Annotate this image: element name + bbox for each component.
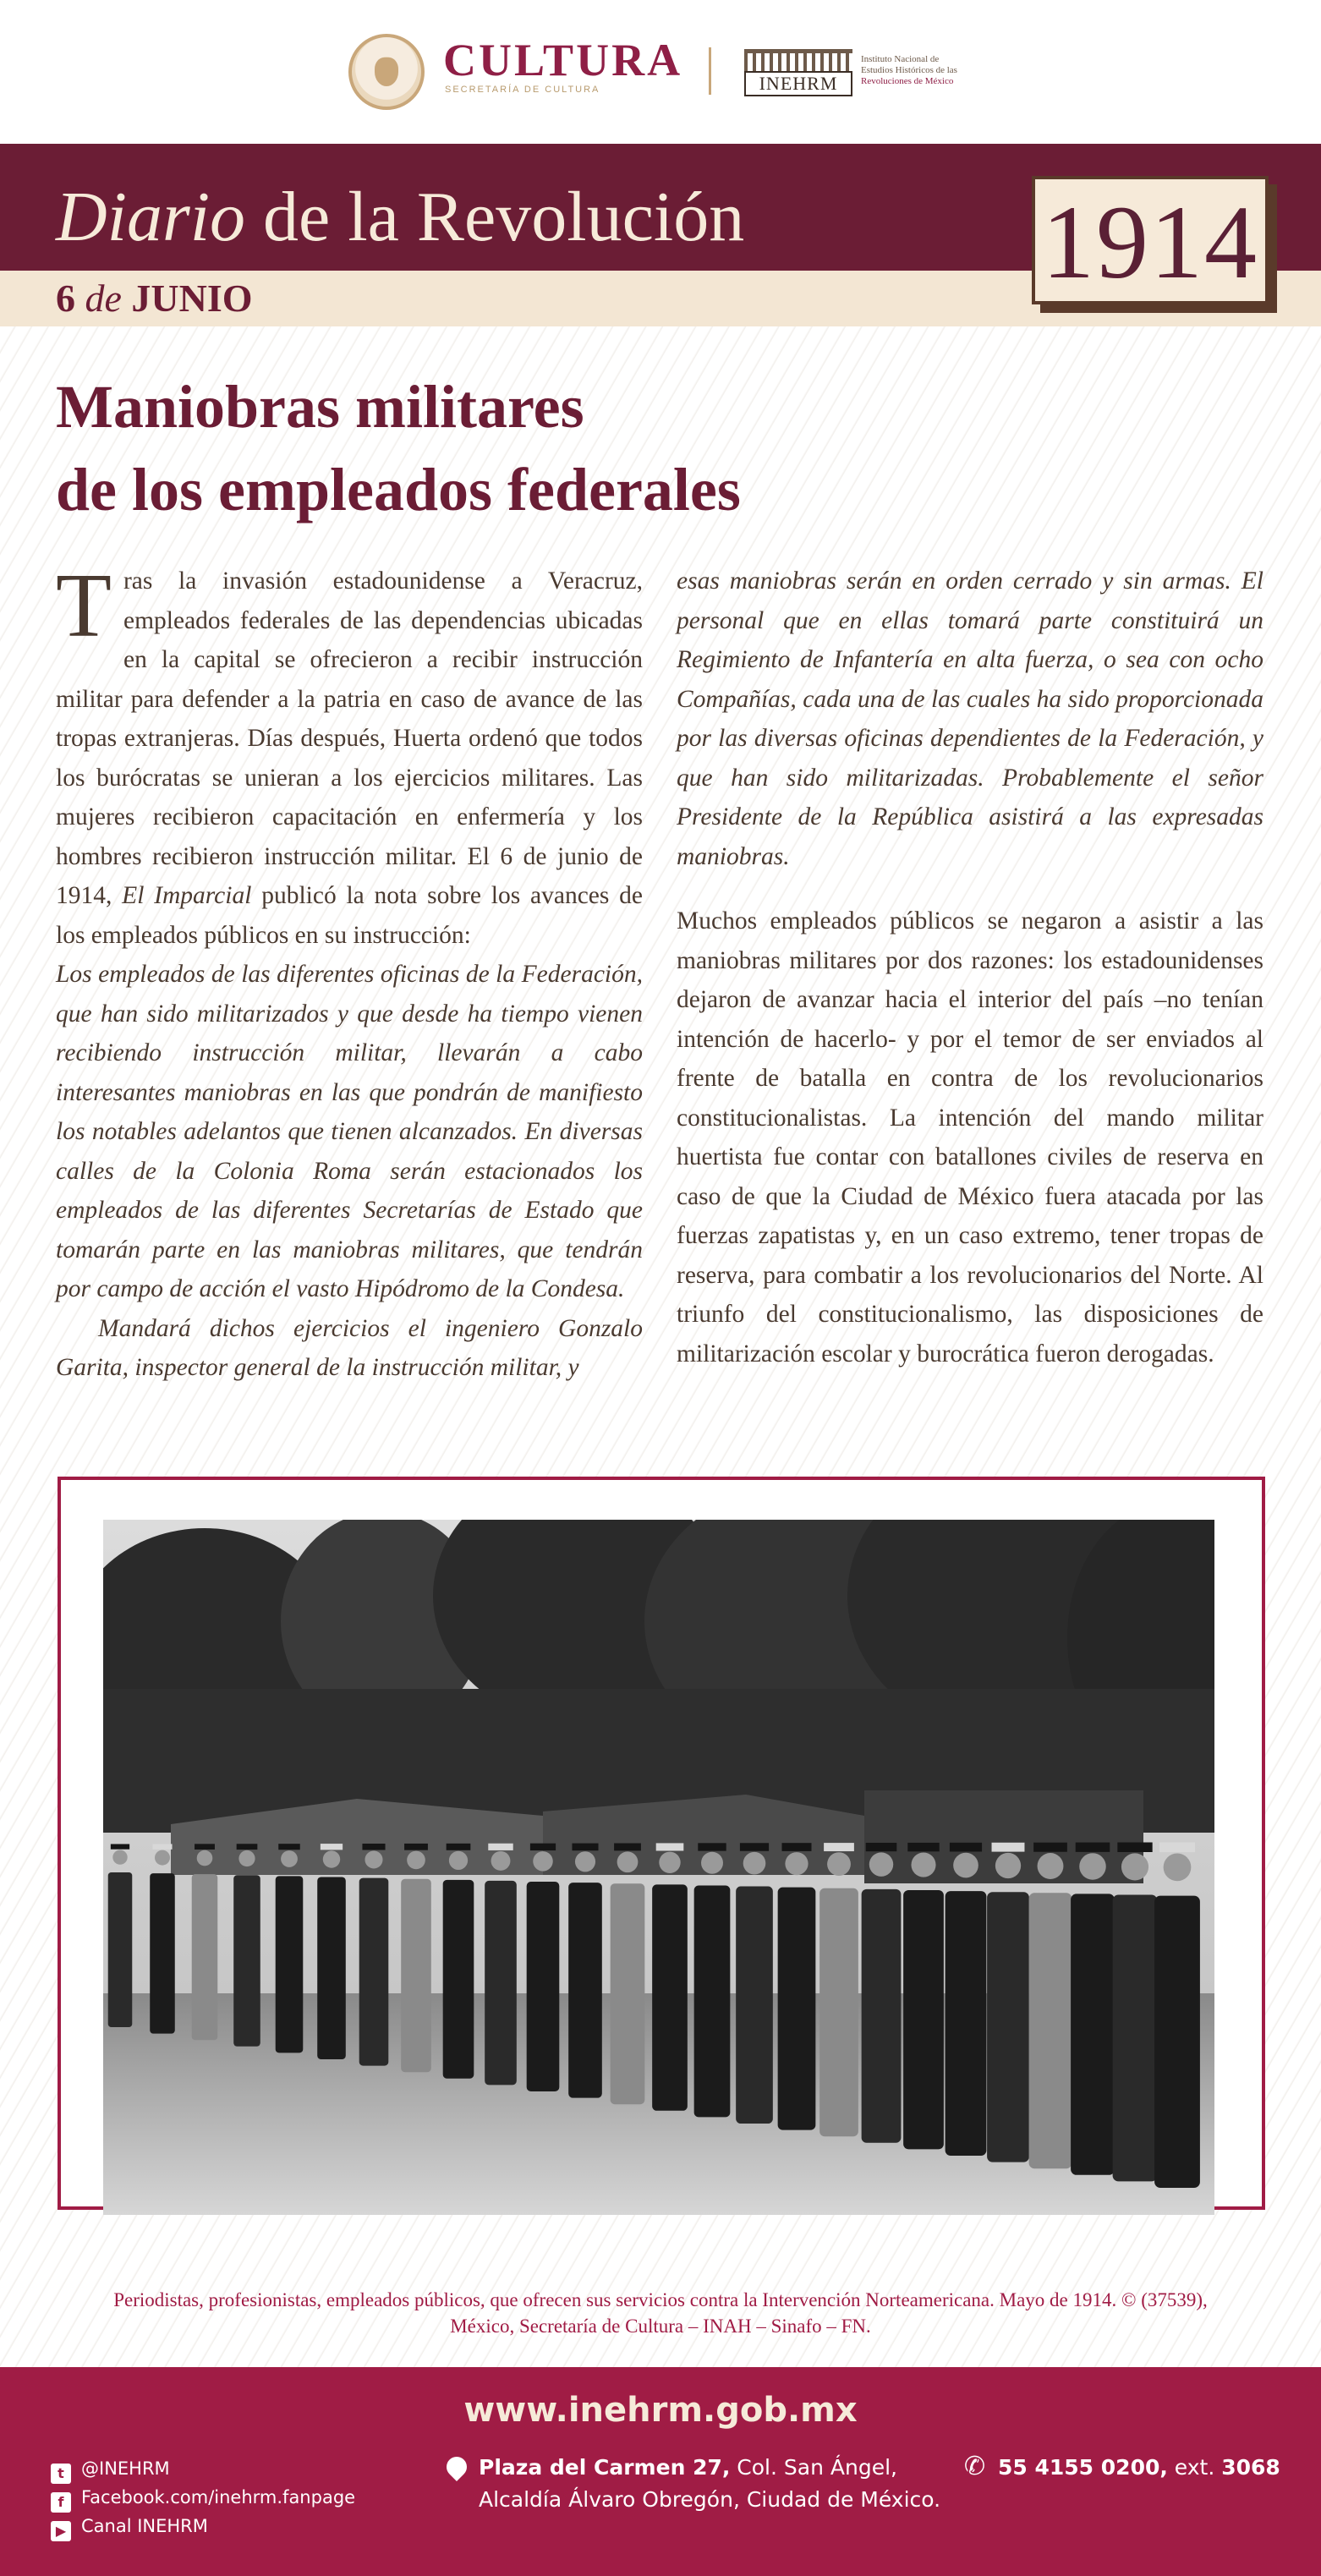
figure-body [233,1875,260,2047]
inehrm-building-icon [744,49,852,71]
youtube-channel: Canal INEHRM [81,2516,208,2536]
figure-hat [111,1844,129,1849]
drop-cap: T [56,556,112,656]
figure-hat [237,1844,258,1850]
facebook-url: Facebook.com/inehrm.fanpage [81,2487,356,2507]
address-colonia: Col. San Ángel, [730,2455,897,2480]
figure-hat [824,1843,854,1851]
figure-body [443,1880,474,2079]
figure-hat [1117,1843,1152,1852]
figure-head [575,1851,595,1872]
figure-hat [152,1844,172,1849]
figure-hat [488,1844,513,1850]
footer [0,2367,1321,2576]
figure-head [743,1852,766,1875]
figure-hat [656,1843,684,1850]
date-de: de [85,277,122,320]
inehrm-name-line1: Instituto Nacional de [861,54,940,64]
phone-number[interactable] [998,2452,1280,2484]
figure-head [827,1852,851,1876]
figure-body [317,1877,346,2059]
facebook-link[interactable] [51,2487,355,2513]
caption-line-1: Periodistas, profesionistas, empleados públicos, que ofrecen sus servicios contra la Intervención Norteamericana. Mayo de 1914. © (37539), [113,2289,1208,2310]
intro-text-b: publicó la nota sobre los avances de los empleados públicos en su instrucción: [56,882,644,949]
figure-body [108,1872,133,2027]
cultura-subtitle: SECRETARÍA DE CULTURA [445,85,600,95]
address [479,2452,940,2516]
phone-icon: ✆ [964,2452,986,2481]
figure-hat [614,1844,641,1851]
figure-body [819,1888,858,2136]
logo-divider [709,47,711,95]
figure-body [611,1883,645,2104]
photo-illustration [103,1520,1214,2215]
figure-hat [1076,1843,1110,1852]
website-link[interactable]: www.inehrm.gob.mx [463,2391,858,2430]
intro-paragraph [56,556,644,955]
phone-main: 55 4155 0200, [998,2455,1168,2480]
quote-paragraph-2a: Mandará dichos ejercicios el ingeniero Gonzalo Garita, inspector general de la instrucción militar, y [56,1314,643,1381]
figure-head [281,1850,298,1867]
figure-hat [321,1844,343,1850]
phone-ext-label: ext. [1167,2455,1222,2480]
figure-hat [740,1843,769,1851]
quote-paragraph-1: Los empleados de las diferentes oficinas de la Federación, que han sido militarizados y que desde ha tiempo vienen recibiendo instrucción militar, llevarán a cabo interesantes maniobras en las que pondrán de manifiesto los notables adelantos que tienen alcanzados. En diversas calles de la Colonia Roma serán estacionados los empleados de las diferentes Secretarías de Estado que tomarán parte en las maniobras militares, que tendrán por campo de acción el vasto Hipódromo de la Condesa. [56,961,643,1302]
youtube-icon: ▶ [51,2521,71,2541]
twitter-link[interactable] [51,2458,170,2484]
quote-paragraph-2b: esas maniobras serán en orden cerrado y sin armas. El personal que en ellas tomará parte constituirá un Regimiento de Infantería en alta fuerza, o sea con ocho Compañías, cada una de las cuales ha sido proporcionada por las diversas oficinas dependientes de la Federación, y que han sido militarizadas. Probablemente el señor Presidente de la República asistirá a las expresadas maniobras. [677,567,1263,870]
figure-hat [447,1844,471,1850]
figure-head [953,1853,978,1878]
date-month: JUNIO [131,277,253,320]
figure-head [911,1853,935,1877]
figure-body [150,1873,175,2034]
figure-head [701,1852,723,1874]
figure-hat [278,1844,299,1850]
figure-hat [572,1844,598,1851]
inehrm-logo: INEHRM [744,71,852,96]
figure-body [276,1876,304,2053]
headline-line-2: de los empleados federales [56,456,741,523]
address-city: Alcaldía Álvaro Obregón, Ciudad de México. [479,2487,941,2512]
figure-head [533,1851,553,1872]
figure-hat [1159,1842,1195,1852]
figure-head [323,1850,340,1867]
year-badge: 1914 [1032,176,1269,304]
figure-body [987,1892,1029,2162]
inehrm-name-line3: Revoluciones de México [861,76,954,86]
figure-body [736,1887,773,2124]
masthead-title [56,176,744,258]
headline-line-1: Maniobras militares [56,373,584,441]
figure-head [238,1850,255,1866]
figure-head [365,1850,382,1868]
figure-body [1029,1893,1072,2168]
figure-hat [950,1843,982,1852]
map-pin-icon [442,2453,471,2481]
photo-caption [56,2287,1265,2339]
youtube-link[interactable] [51,2516,208,2541]
figure-body [778,1888,816,2130]
figure-body [1154,1896,1200,2188]
figure-body [485,1881,517,2085]
figure-body [946,1891,987,2156]
figure-hat [698,1843,726,1850]
date-day: 6 [56,277,75,320]
cultura-logo: CULTURA [443,35,683,85]
twitter-icon: t [51,2464,71,2484]
figure-head [197,1850,213,1866]
figure-hat [362,1844,385,1850]
figure-hat [404,1844,428,1850]
figure-body [359,1878,389,2066]
figure-body [1113,1895,1158,2182]
figure-body [903,1890,944,2149]
figure-body [401,1879,431,2072]
figure-hat [992,1843,1025,1852]
inehrm-name-line2: Estudios Históricos de las [861,65,957,75]
newspaper-name: El Imparcial [122,882,252,909]
article-column-right [677,562,1263,1373]
closing-paragraph: Muchos empleados públicos se negaron a asistir a las maniobras militares por dos razones: los estadounidenses dejaron de avanzar hacia el interior del país –no tenían intención de hacerlo- y por el temor de ser enviados al frente de batalla en contra de los revolucionarios constitucionalistas. La intención del mando militar huertista fue contar con batallones civiles de reserva en caso de que la Ciudad de México fuera atacada por las fuerzas zapatistas y, en un caso extremo, tener tropas de reserva, para combatir a los revolucionarios del Norte. Al triunfo del constitucionalismo, las disposiciones de militarización escolar y burocrática fueron derogadas. [677,907,1263,1367]
figure-hat [530,1844,556,1850]
figure-head [617,1851,639,1872]
national-seal-icon [348,34,425,110]
address-street: Plaza del Carmen 27, [479,2455,731,2480]
masthead-italic: Diario [56,178,246,256]
figure-hat [866,1843,897,1851]
figure-head [112,1850,127,1864]
figure-head [155,1850,170,1866]
figure-hat [195,1844,215,1850]
figure-head [449,1851,468,1870]
article-headline [56,365,986,531]
figure-body [652,1884,688,2110]
twitter-handle: @INEHRM [81,2458,170,2479]
facebook-icon: f [51,2492,71,2513]
figure-head [1038,1853,1064,1879]
figure-body [568,1883,602,2097]
figure-hat [782,1843,812,1851]
figure-head [785,1852,808,1875]
figure-body [1071,1894,1115,2174]
figure-head [491,1851,511,1871]
historical-photo [103,1520,1214,2215]
figure-body [527,1882,560,2091]
intro-text-a: ras la invasión estadounidense a Veracruz, empleados federales de las dependencias ubicadas en la capital se ofrecieron a recibir instrucción militar para defender a la patria en caso de avance de las tropas extranjeras. Días después, Huerta ordenó que todos los burócratas se unieran a los ejercicios militares. Las mujeres recibieron capacitación en enfermería y los hombres recibieron instrucción militar. El 6 de junio de 1914, [56,567,643,909]
phone-ext: 3068 [1221,2455,1280,2480]
figure-head [659,1852,680,1873]
figure-head [1164,1854,1192,1882]
figure-body [694,1885,731,2117]
figure-head [407,1851,425,1870]
article-column-left [56,556,644,1388]
figure-hat [907,1843,939,1851]
figure-head [1079,1853,1106,1880]
issue-date [56,276,253,321]
figure-head [869,1852,893,1876]
figure-hat [1033,1843,1067,1852]
masthead-rest: de la Revolución [263,178,745,256]
figure-body [192,1874,218,2040]
figure-head [1121,1853,1148,1880]
figure-head [995,1853,1021,1878]
caption-line-2: México, Secretaría de Cultura – INAH – Sinafo – FN. [450,2316,871,2337]
figure-body [862,1889,902,2143]
